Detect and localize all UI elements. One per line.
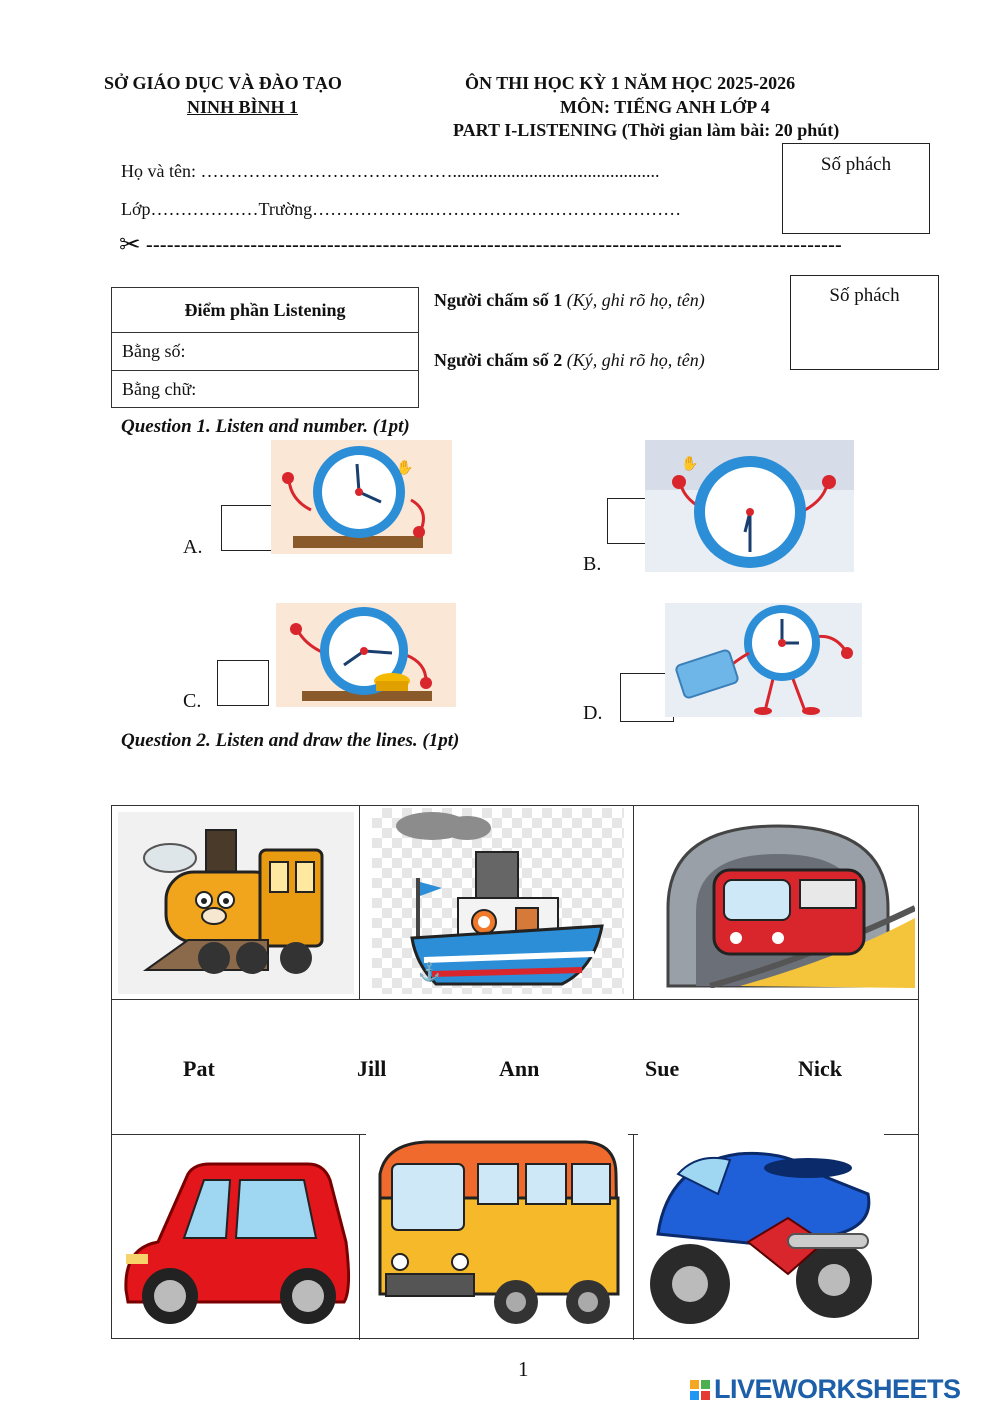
score-by-word[interactable]: Bằng chữ: [112, 371, 419, 408]
name-nick[interactable]: Nick [798, 1056, 842, 1081]
grader2-row [434, 350, 705, 371]
clock-morning-image [645, 440, 854, 572]
liveworksheets-icon [690, 1380, 710, 1400]
q1-title: Question 1. Listen and number. (1pt) [121, 416, 410, 437]
option-a-answer-box[interactable] [221, 505, 273, 551]
grader1-row [434, 290, 705, 311]
name-sue[interactable]: Sue [645, 1056, 680, 1081]
grader2-label: Người chấm số 2 [434, 350, 563, 370]
boat-image[interactable] [372, 808, 624, 994]
scissors-icon: ✂ [119, 230, 141, 259]
student-class-line[interactable]: Lớp………………Trường………………..…………………………………… [121, 199, 682, 219]
cut-line: ---------------------------------------------------------------------------------------------------- [146, 234, 843, 256]
option-b-label: B. [583, 553, 602, 575]
svg-text:✋: ✋ [396, 461, 414, 476]
bus-image[interactable] [366, 1134, 628, 1336]
option-a-label: A. [183, 536, 203, 558]
motorbike-image[interactable] [638, 1134, 884, 1330]
option-c-answer-box[interactable] [217, 660, 269, 706]
liveworksheets-logo[interactable] [690, 1374, 961, 1405]
score-by-number[interactable]: Bằng số: [112, 333, 419, 371]
svg-text:✋: ✋ [681, 457, 699, 472]
student-name-line[interactable]: Họ và tên: …………………………………….............................................. [121, 161, 660, 181]
so-phach-box-score [790, 275, 939, 370]
option-d-label: D. [583, 702, 603, 724]
so-phach-box-top [782, 143, 930, 234]
q2-title: Question 2. Listen and draw the lines. (1pt) [121, 730, 460, 751]
name-pat[interactable]: Pat [183, 1056, 215, 1081]
name-ann[interactable]: Ann [499, 1056, 540, 1081]
exam-title: ÔN THI HỌC KỲ 1 NĂM HỌC 2025-2026 [465, 73, 796, 93]
page-number: 1 [518, 1357, 529, 1381]
score-title: Điểm phần Listening [112, 288, 419, 333]
grader2-note: (Ký, ghi rõ họ, tên) [566, 350, 705, 370]
liveworksheets-brand: LIVEWORKSHEETS [714, 1374, 961, 1404]
car-image[interactable] [118, 1150, 354, 1336]
steam-train-image[interactable] [118, 812, 354, 994]
part-title: PART I-LISTENING (Thời gian làm bài: 20 phút) [453, 120, 840, 140]
svg-text:⚓: ⚓ [418, 962, 441, 982]
clock-lunch-image [276, 603, 456, 707]
grader1-note: (Ký, ghi rõ họ, tên) [566, 290, 705, 310]
grader1-label: Người chấm số 1 [434, 290, 563, 310]
subject-line: MÔN: TIẾNG ANH LỚP 4 [560, 97, 770, 117]
so-phach-label: Số phách [820, 154, 892, 175]
clock-school-image [665, 603, 862, 717]
so-phach-label-2: Số phách [829, 285, 900, 306]
dept-line1: SỞ GIÁO DỤC VÀ ĐÀO TẠO [104, 73, 342, 93]
subway-train-image[interactable] [640, 808, 915, 988]
clock-waking-image [271, 440, 452, 554]
option-c-label: C. [183, 690, 202, 712]
dept-line2: NINH BÌNH 1 [187, 97, 299, 117]
score-table [111, 287, 419, 408]
name-jill[interactable]: Jill [357, 1056, 387, 1081]
